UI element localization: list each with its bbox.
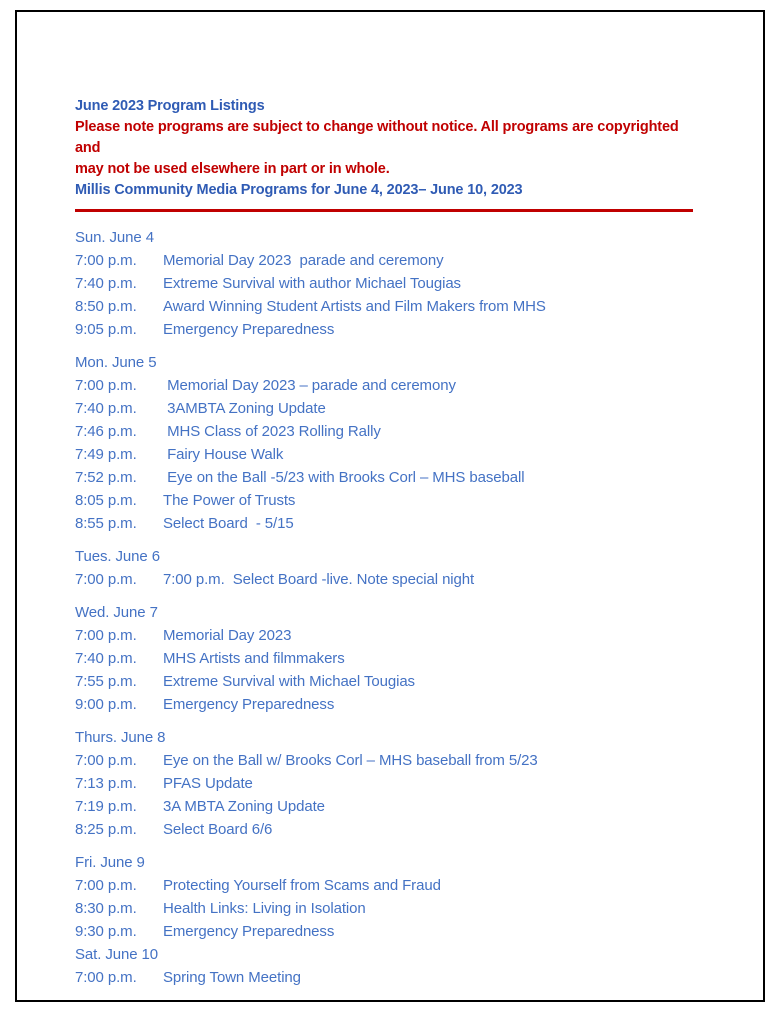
program-time: 7:00 p.m.	[75, 252, 137, 269]
program-title: Memorial Day 2023 – parade and ceremony	[163, 377, 456, 394]
program-row	[75, 647, 705, 670]
program-row	[75, 374, 705, 397]
copyright-notice-line-1: Please note programs are subject to change without notice. All programs are copyrighted and	[75, 119, 683, 156]
program-row	[75, 489, 705, 512]
program-time: 9:00 p.m.	[75, 696, 137, 713]
program-schedule	[75, 226, 705, 989]
program-title: 7:00 p.m. Select Board -live. Note special night	[163, 571, 475, 588]
copyright-notice-line-2: may not be used elsewhere in part or in whole.	[75, 161, 390, 177]
program-title: Spring Town Meeting	[163, 969, 301, 986]
program-row	[75, 818, 705, 841]
program-row	[75, 318, 705, 341]
program-title: Eye on the Ball w/ Brooks Corl – MHS baseball from 5/23	[163, 752, 538, 769]
program-title: Eye on the Ball -5/23 with Brooks Corl – MHS baseball	[163, 469, 525, 486]
program-time: 7:40 p.m.	[75, 275, 137, 292]
program-title: Protecting Yourself from Scams and Fraud	[163, 877, 441, 894]
program-row	[75, 568, 705, 591]
document-content	[75, 96, 705, 989]
program-time: 7:00 p.m.	[75, 377, 137, 394]
program-title: 3AMBTA Zoning Update	[163, 400, 326, 417]
program-time: 7:13 p.m.	[75, 775, 137, 792]
program-row	[75, 693, 705, 716]
program-row	[75, 443, 705, 466]
program-time: 8:05 p.m.	[75, 492, 137, 509]
program-row	[75, 249, 705, 272]
program-title: Emergency Preparedness	[163, 696, 335, 713]
day-header: Wed. June 7	[75, 604, 158, 621]
program-title: The Power of Trusts	[163, 492, 296, 509]
program-time: 7:40 p.m.	[75, 650, 137, 667]
day-header: Sun. June 4	[75, 229, 154, 246]
program-time: 9:30 p.m.	[75, 923, 137, 940]
program-title: MHS Artists and filmmakers	[163, 650, 345, 667]
day-section	[75, 726, 705, 841]
program-row	[75, 897, 705, 920]
program-row	[75, 272, 705, 295]
program-row	[75, 795, 705, 818]
program-row	[75, 749, 705, 772]
program-row	[75, 920, 705, 943]
program-title: Extreme Survival with Michael Tougias	[163, 673, 415, 690]
program-title: Memorial Day 2023 parade and ceremony	[163, 252, 444, 269]
program-title: Health Links: Living in Isolation	[163, 900, 366, 917]
program-title: Memorial Day 2023	[163, 627, 292, 644]
program-row	[75, 512, 705, 535]
program-row	[75, 874, 705, 897]
program-title: Extreme Survival with author Michael Tougias	[163, 275, 461, 292]
program-row	[75, 397, 705, 420]
program-time: 7:00 p.m.	[75, 627, 137, 644]
program-title: Emergency Preparedness	[163, 321, 335, 338]
program-row	[75, 624, 705, 647]
program-time: 7:00 p.m.	[75, 752, 137, 769]
program-time: 7:00 p.m.	[75, 877, 137, 894]
day-section	[75, 545, 705, 591]
program-title: Fairy House Walk	[163, 446, 284, 463]
program-time: 7:40 p.m.	[75, 400, 137, 417]
program-row	[75, 295, 705, 318]
program-time: 8:30 p.m.	[75, 900, 137, 917]
day-section	[75, 851, 705, 943]
program-time: 7:00 p.m.	[75, 969, 137, 986]
program-title: PFAS Update	[163, 775, 253, 792]
program-title: Emergency Preparedness	[163, 923, 335, 940]
program-time: 7:00 p.m.	[75, 571, 137, 588]
day-section	[75, 943, 705, 989]
day-section	[75, 601, 705, 716]
program-row	[75, 420, 705, 443]
day-section	[75, 226, 705, 341]
day-header: Sat. June 10	[75, 946, 159, 963]
program-title: Award Winning Student Artists and Film Makers from MHS	[163, 298, 546, 315]
program-row	[75, 670, 705, 693]
program-time: 7:55 p.m.	[75, 673, 137, 690]
program-title: Select Board - 5/15	[163, 515, 294, 532]
doc-subtitle: Millis Community Media Programs for June 4, 2023– June 10, 2023	[75, 182, 523, 198]
program-row	[75, 966, 705, 989]
copyright-notice	[75, 117, 705, 180]
program-row	[75, 772, 705, 795]
program-time: 8:55 p.m.	[75, 515, 137, 532]
program-title: 3A MBTA Zoning Update	[163, 798, 325, 815]
day-section	[75, 351, 705, 535]
program-row	[75, 466, 705, 489]
program-time: 7:19 p.m.	[75, 798, 137, 815]
day-header: Fri. June 9	[75, 854, 145, 871]
program-time: 8:25 p.m.	[75, 821, 137, 838]
program-time: 7:49 p.m.	[75, 446, 137, 463]
program-time: 7:52 p.m.	[75, 469, 137, 486]
program-title: Select Board 6/6	[163, 821, 273, 838]
day-header: Tues. June 6	[75, 548, 160, 565]
program-time: 8:50 p.m.	[75, 298, 137, 315]
program-time: 9:05 p.m.	[75, 321, 137, 338]
program-time: 7:46 p.m.	[75, 423, 137, 440]
day-header: Mon. June 5	[75, 354, 157, 371]
red-divider-rule	[75, 209, 693, 212]
program-title: MHS Class of 2023 Rolling Rally	[163, 423, 381, 440]
day-header: Thurs. June 8	[75, 729, 166, 746]
doc-title: June 2023 Program Listings	[75, 98, 265, 114]
